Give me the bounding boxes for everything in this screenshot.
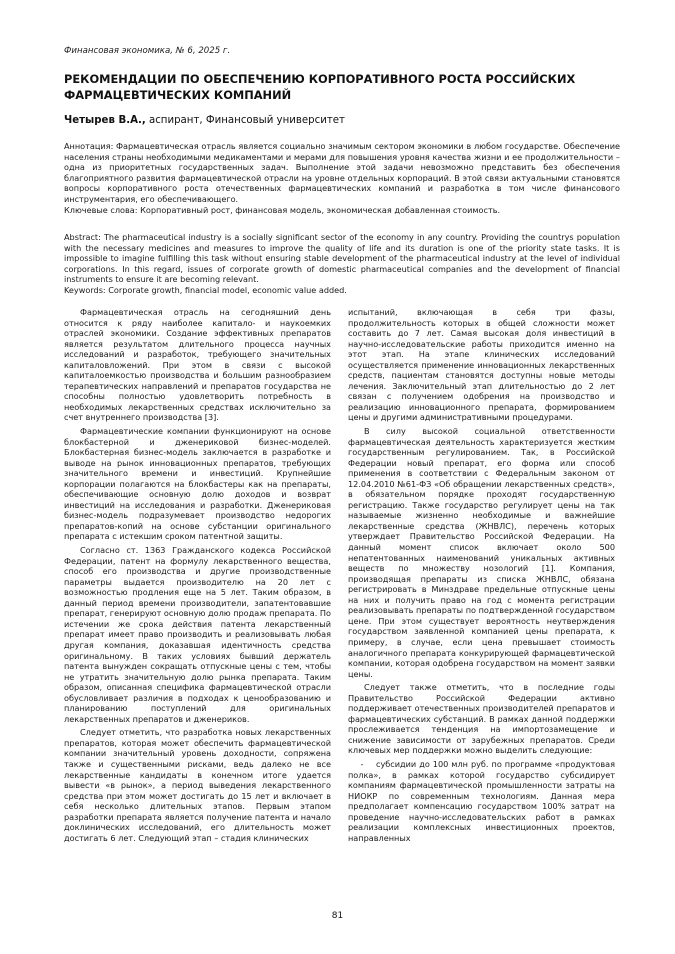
article-title: РЕКОМЕНДАЦИИ ПО ОБЕСПЕЧЕНИЮ КОРПОРАТИВНОГО РОСТА РОССИЙСКИХ ФАРМАЦЕВТИЧЕСКИХ КОМПАНИЙ [64,72,576,102]
paragraph: Следует также отметить, что в последние годы Правительство Российской Федерации активно поддерживает отечественных производителей препаратов и фармацевтических субстанций. В рамках данной поддержки прослеживается тенденция на импортозамещение и снижение зависимости от зарубежных препаратов. Среди ключевых мер поддержки можно выделить следующие: [348,682,615,756]
abstract-english [64,232,620,296]
paragraph: Фармацевтическая отрасль на сегодняшний день относится к ряду наиболее капитало- и наукоемких отраслей экономики. Создание эффективных препаратов является результатом длительного процесса научных исследований и разработок, требующего значительных капиталовложений. При этом в связи с высокой капиталоемкостью производства и большим разнообразием терапевтических направлений и препаратов государства не способны полностью удовлетворить потребность в необходимых лекарственных средствах исключительно за счет внутреннего производства [3]. [64,307,331,423]
page-number: 81 [331,911,344,921]
keywords-ru: Ключевые слова: Корпоративный рост, финансовая модель, экономическая добавленная стоимость. [64,204,501,215]
list-marker: - [360,758,364,769]
body-column-right [348,307,615,846]
paragraph: Фармацевтические компании функционируют на основе блокбастерной и дженериковой бизнес-моделей. Блокбастерная бизнес-модель заключается в разработке и выводе на рынок инновационных препаратов, требующих значительного времени и инвестиций. Крупнейшие корпорации полагаются на блокбастеры как на препараты, обеспечивающие основную долю доходов и возврат инвестиций на исследования и разработки. Дженериковая бизнес-модель подразумевает производство недорогих препаратов-копий на основе субстанции оригинального препарата с истекшим сроком патентной защиты. [64,426,331,542]
paragraph: В силу высокой социальной ответственности фармацевтическая деятельность характеризуется жестким государственным регулированием. Так, в Российской Федерации новый препарат, его форма или способ применения в соответствии с Федеральным законом от 12.04.2010 №61-ФЗ «Об обращении лекарственных средств», в обязательном порядке проходят государственную регистрацию. Также государство регулирует цены на так называемые жизненно необходимые и важнейшие лекарственные средства (ЖНВЛС), перечень которых утверждает Правительство Российской Федерации. На данный момент список включает около 500 непатентованных наименований уникальных активных веществ по множеству нозологий [1]. Компания, производящая препараты из списка ЖНВЛС, обязана регистрировать в Минздраве предельные отпускные цены на них и получить право на год с момента регистрации реализовывать препараты по подтвержденной государством цене. При этом существует вероятность неутверждения государством заявленной компанией цены препарата, к примеру, в случае, если цена превышает стоимость аналогичного препарата конкурирующей фармацевтической компании, которая одобрена государством на момент заявки цены. [348,426,615,679]
author-affiliation: аспирант, Финансовый университет [145,115,345,126]
journal-header: Финансовая экономика, № 6, 2025 г. [64,46,231,56]
author-line [64,115,345,126]
keywords-en: Keywords: Corporate growth, financial model, economic value added. [64,284,347,295]
abstract-ru-text: Аннотация: Фармацевтическая отрасль является социально значимым сектором экономики в любом государстве. Обеспечение населения страны необходимыми медикаментами и мерами для повышения уровня качества жизни и ее продолжительности – одна из приоритетных государственных задач. Выполнение этой задачи невозможно представить без обеспечения благоприятного развития фармацевтической отрасли на уровне отдельных корпораций. В этой связи актуальными становятся вопросы корпоративного роста отечественных фармацевтических компаний и разработка в том числе финансового инструментария, его обеспечивающего. [64,141,620,204]
body-column-left [64,307,331,846]
author-name: Четырев В.А., [64,115,146,126]
abstract-en-text: Abstract: The pharmaceutical industry is a socially significant sector of the economy in any country. Providing the countrys population with the necessary medicines and measures to improve the quality of life and its duration is one of the priority state tasks. It is impossible to imagine fulfilling this task without ensuring stable development of the pharmaceutical industry at the level of individual corporations. In this regard, issues of corporate growth of domestic pharmaceutical companies and the development of financial instruments to ensure it are becoming relevant. [64,232,620,285]
paragraph: Следует отметить, что разработка новых лекарственных препаратов, которая может обеспечить фармацевтической компании значительный уровень доходности, сопряжена также и существенными рисками, ведь далеко не все лекарственные кандидаты в конечном итоге удается вывести «в рынок», а период выведения лекарственного средства при этом может достигать до 15 лет и включает в себя несколько длительных этапов. Первым этапом разработки препарата является получение патента и начало доклинических исследований, его длительность может достигать 6 лет. Следующий этап – стадия клинических [64,727,331,843]
list-item [348,759,615,843]
paragraph: Согласно ст. 1363 Гражданского кодекса Российской Федерации, патент на формулу лекарственного вещества, способ его производства и другие производственные параметры выдается производителю на 20 лет с возможностью продления еще на 5 лет. Таким образом, в данный период времени производители, запатентовавшие препарат, генерируют основную долю продаж препарата. По истечении же срока действия патента лекарственный препарат имеет право производить и реализовывать любая другая компания, доказавшая идентичность средства оригинальному. В таких условиях бывший держатель патента вынужден сокращать отпускные цены с тем, чтобы не утратить значительную долю рынка препарата. Таким образом, описанная специфика фармацевтической отрасли обусловливает различия в подходах к ценообразованию и планированию поступлений для оригинальных лекарственных препаратов и дженериков. [64,545,331,724]
list-item-text: субсидии до 100 млн руб. по программе «продуктовая полка», в рамках которой государство субсидирует компаниям фармацевтической промышленности затраты на НИОКР по современным технологиям. Данная мера предполагает компенсацию государством 100% затрат на проведение научно-исследовательских работ в рамках реализации комплексных инвестиционных проектов, направленных [348,758,615,843]
abstract-russian [64,141,620,215]
paragraph-continuation: испытаний, включающая в себя три фазы, продолжительность которых в общей сложности может составить до 7 лет. Самая высокая доля инвестиций в научно-исследовательские работы приходится именно на этот этап. На этапе клинических исследований осуществляется применение инновационных лекарственных средств, пациентам становятся доступны новые методы лечения. Заключительный этап длительностью до 2 лет связан с получением одобрения на производство и реализацию инновационного препарата, формированием цены и другими административными процедурами. [348,307,615,423]
